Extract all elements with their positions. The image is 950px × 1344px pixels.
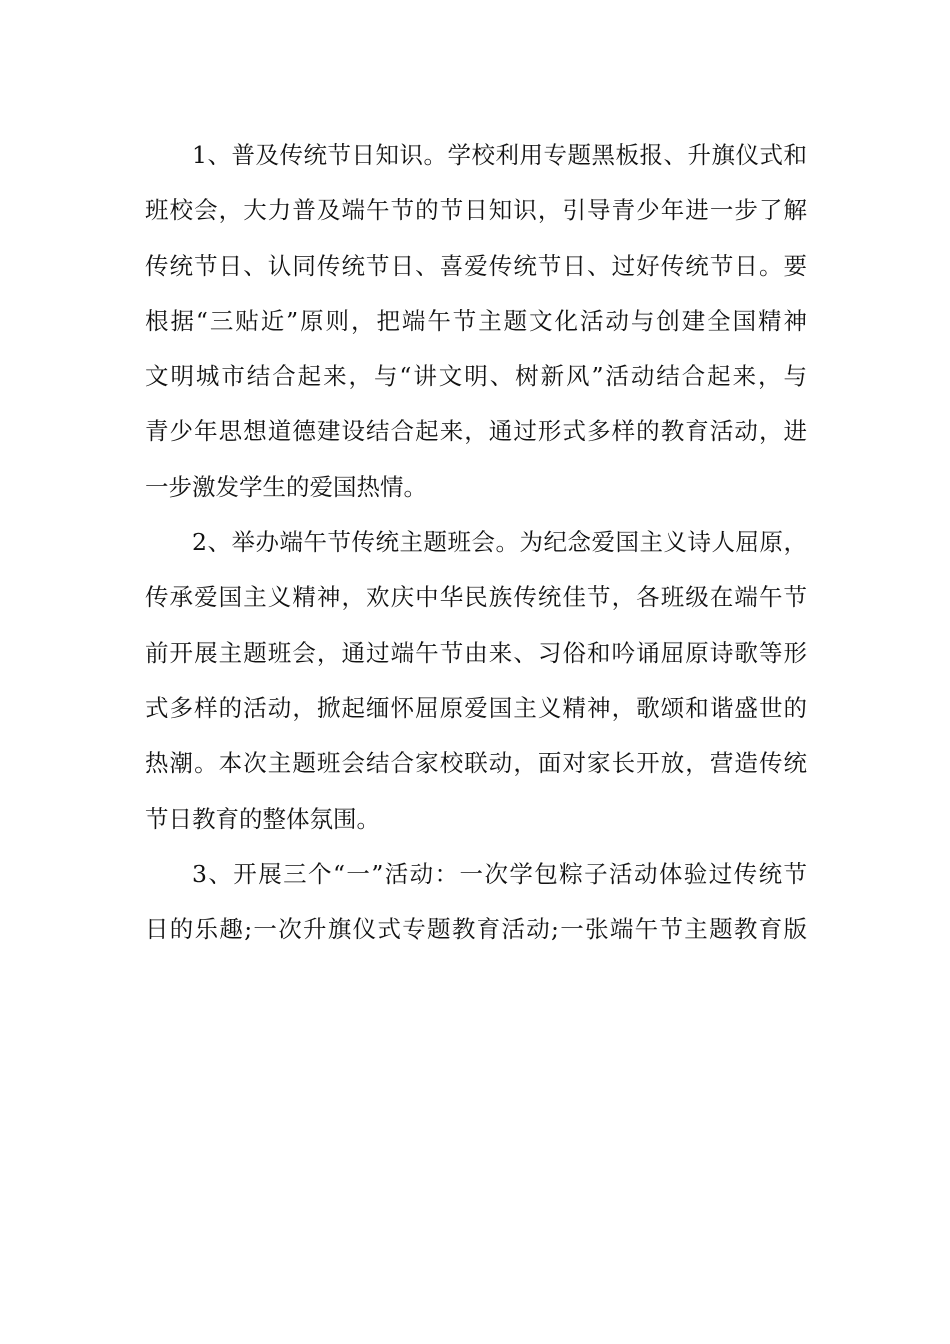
paragraph-line: 节日教育的整体氛围。 — [145, 804, 380, 833]
paragraph-line: 根据“三贴近”原则，把端午节主题文化活动与创建全国精神 — [145, 306, 807, 335]
paragraph-line: 一步激发学生的爱国热情。 — [145, 472, 427, 501]
paragraph-line: 传承爱国主义精神，欢庆中华民族传统佳节，各班级在端午节 — [145, 583, 807, 612]
paragraph-2 — [145, 515, 807, 847]
paragraph-line: 日的乐趣;一次升旗仪式专题教育活动;一张端午节主题教育版 — [145, 915, 807, 944]
paragraph-line: 前开展主题班会，通过端午节由来、习俗和吟诵屈原诗歌等形 — [145, 638, 807, 667]
paragraph-line: 3、开展三个“一”活动：一次学包粽子活动体验过传统节 — [192, 859, 807, 888]
paragraph-3 — [145, 847, 807, 958]
paragraph-1 — [145, 128, 807, 515]
document-body — [145, 128, 807, 957]
paragraph-line: 班校会，大力普及端午节的节日知识，引导青少年进一步了解 — [145, 196, 807, 225]
paragraph-line: 1、普及传统节日知识。学校利用专题黑板报、升旗仪式和 — [192, 141, 807, 169]
paragraph-line: 热潮。本次主题班会结合家校联动，面对家长开放，营造传统 — [145, 749, 807, 778]
paragraph-line: 2、举办端午节传统主题班会。为纪念爱国主义诗人屈原， — [192, 528, 807, 557]
paragraph-line: 传统节日、认同传统节日、喜爱传统节日、过好传统节日。要 — [145, 251, 807, 280]
paragraph-line: 文明城市结合起来，与“讲文明、树新风”活动结合起来，与 — [145, 362, 807, 391]
paragraph-line: 式多样的活动，掀起缅怀屈原爱国主义精神，歌颂和谐盛世的 — [145, 693, 807, 722]
paragraph-line: 青少年思想道德建设结合起来，通过形式多样的教育活动，进 — [145, 417, 807, 446]
